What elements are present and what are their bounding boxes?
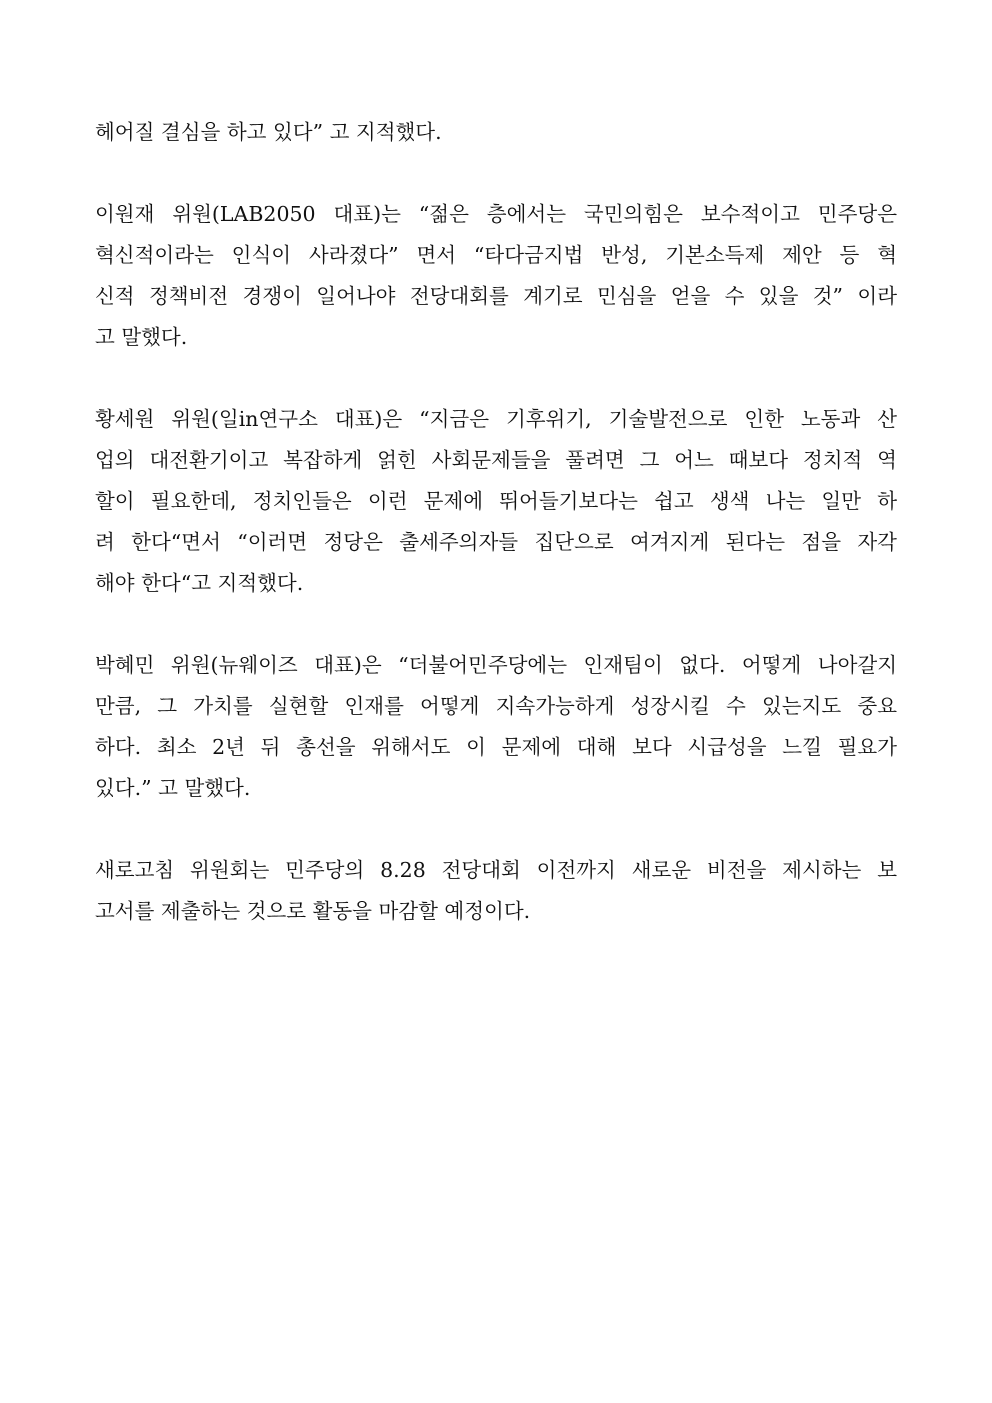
text-line: 고서를 제출하는 것으로 활동을 마감할 예정이다. [95,899,531,923]
text-line: 박혜민 위원(뉴웨이즈 대표)은 “더불어민주당에는 인재팀이 없다. 어떻게 나아갈지 [95,653,897,677]
paragraph-1 [95,112,897,153]
paragraph-4 [95,645,897,809]
document-body [95,112,897,932]
text-line: 새로고침 위원회는 민주당의 8.28 전당대회 이전까지 새로운 비전을 제시하는 보 [95,858,897,882]
text-line: 혁신적이라는 인식이 사라졌다” 면서 “타다금지법 반성, 기본소득제 제안 등 혁 [95,243,897,267]
text-line: 할이 필요한데, 정치인들은 이런 문제에 뛰어들기보다는 쉽고 생색 나는 일만 하 [95,489,897,513]
text-line: 만큼, 그 가치를 실현할 인재를 어떻게 지속가능하게 성장시킬 수 있는지도 중요 [95,694,897,718]
text-line: 해야 한다“고 지적했다. [95,571,304,595]
paragraph-gap [95,153,897,194]
text-line: 하다. 최소 2년 뒤 총선을 위해서도 이 문제에 대해 보다 시급성을 느낄 필요가 [95,735,897,759]
text-line: 황세원 위원(일in연구소 대표)은 “지금은 기후위기, 기술발전으로 인한 노동과 산 [95,407,897,431]
text-line: 고 말했다. [95,325,188,349]
paragraph-3 [95,399,897,604]
text-line: 신적 정책비전 경쟁이 일어나야 전당대회를 계기로 민심을 얻을 수 있을 것” 이라 [95,284,897,308]
paragraph-5 [95,850,897,932]
paragraph-gap [95,809,897,850]
paragraph-2 [95,194,897,358]
text-line: 업의 대전환기이고 복잡하게 얽힌 사회문제들을 풀려면 그 어느 때보다 정치적 역 [95,448,897,472]
text-line: 있다.” 고 말했다. [95,776,251,800]
text-line: 이원재 위원(LAB2050 대표)는 “젊은 층에서는 국민의힘은 보수적이고 민주당은 [95,202,897,226]
paragraph-gap [95,604,897,645]
paragraph-gap [95,358,897,399]
text-line: 헤어질 결심을 하고 있다” 고 지적했다. [95,120,442,144]
text-line: 려 한다“면서 “이러면 정당은 출세주의자들 집단으로 여겨지게 된다는 점을 자각 [95,530,897,554]
